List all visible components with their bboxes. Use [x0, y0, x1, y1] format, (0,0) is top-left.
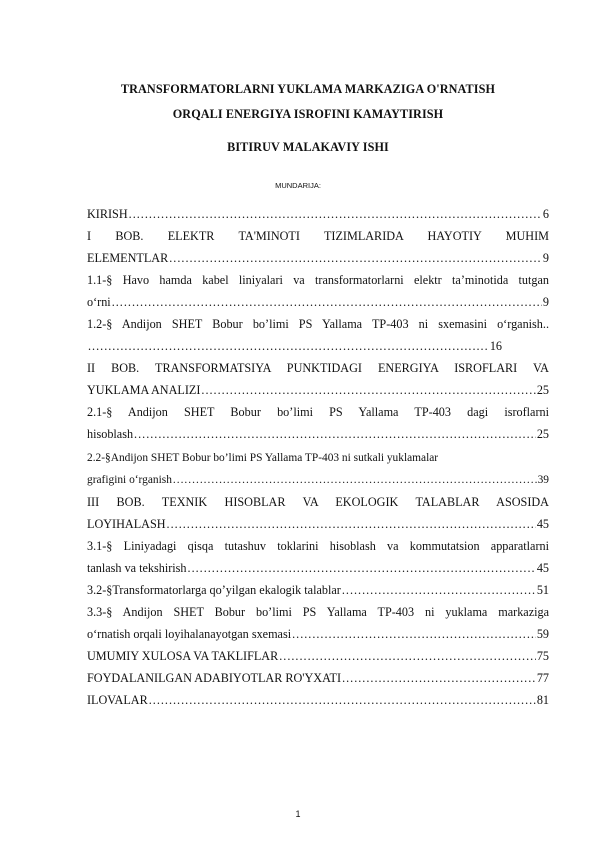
- dot-leader: [342, 667, 536, 689]
- toc-entry-chapter-1[interactable]: [87, 225, 549, 269]
- dot-leader: [173, 469, 537, 491]
- toc-entry-text: 1.2-§ Andijon SHET Bobur bo’limi PS Yallama TP-403 ni sxemasini o‘rganish..: [87, 317, 549, 331]
- toc-entry-text-continued: LOYIHALASH: [87, 517, 166, 531]
- toc-page-number: 75: [536, 649, 549, 663]
- toc-entry-appendices[interactable]: [87, 689, 549, 711]
- toc-entry-text: 3.2-§Transformatorlarga qo’yilgan ekalogik talablar: [87, 583, 341, 597]
- toc-entry-chapter-2[interactable]: [87, 357, 549, 401]
- dot-leader: [279, 645, 536, 667]
- toc-entry-section-2-2[interactable]: [87, 447, 549, 491]
- document-title-line-2: ORQALI ENERGIYA ISROFINI KAMAYTIRISH: [172, 107, 444, 121]
- toc-entry-kirish[interactable]: [87, 203, 549, 225]
- toc-page-number: 16: [489, 339, 502, 353]
- dot-leader: [292, 623, 536, 645]
- toc-entry-text: 2.1-§ Andijon SHET Bobur bo’limi PS Yallama TP-403 dagi isroflarni: [87, 405, 549, 419]
- dot-leader: [88, 335, 489, 357]
- toc-page-number: 51: [536, 583, 549, 597]
- toc-entry-text: III BOB. TEXNIK HISOBLAR VA EKOLOGIK TALABLAR ASOSIDA: [87, 495, 549, 509]
- toc-entry-section-1-2[interactable]: [87, 313, 549, 357]
- contents-heading: MUNDARIJA:: [275, 181, 321, 190]
- toc-page-number: 45: [536, 561, 549, 575]
- toc-page-number: 59: [536, 627, 549, 641]
- toc-page-number: 81: [536, 693, 549, 707]
- toc-entry-text: I BOB. ELEKTR TA'MINOTI TIZIMLARIDA HAYOTIY MUHIM: [87, 229, 549, 243]
- toc-entry-references[interactable]: [87, 667, 549, 689]
- dot-leader: [149, 689, 536, 711]
- toc-entry-text-continued: grafigini o‘rganish: [87, 474, 172, 486]
- page-number: 1: [295, 809, 301, 819]
- toc-entry-text: II BOB. TRANSFORMATSIYA PUNKTIDAGI ENERGIYA ISROFLARI VA: [87, 361, 549, 375]
- toc-page-number: 25: [536, 427, 549, 441]
- toc-entry-text: ILOVALAR: [87, 693, 148, 707]
- toc-entry-text: 2.2-§Andijon SHET Bobur bo’limi PS Yallama TP-403 ni sutkali yuklamalar: [87, 452, 439, 464]
- document-title-line-3: BITIRUV MALAKAVIY ISHI: [227, 140, 389, 154]
- toc-entry-text: 3.1-§ Liniyadagi qisqa tutashuv toklarini hisoblash va kommutatsion apparatlarni: [87, 539, 549, 553]
- toc-entry-text: 1.1-§ Havo hamda kabel liniyalari va transformatorlarni elektr ta’minotida tutgan: [87, 273, 549, 287]
- toc-entry-text-continued: YUKLAMA ANALIZI: [87, 383, 201, 397]
- toc-entry-text: KIRISH: [87, 207, 128, 221]
- toc-entry-text-continued: o‘rnatish orqali loyihalanayotgan sxemasi: [87, 627, 292, 641]
- toc-entry-text: FOYDALANILGAN ADABIYOTLAR RO'YXATI: [87, 671, 342, 685]
- toc-entry-section-3-1[interactable]: [87, 535, 549, 579]
- toc-page-number: 25: [536, 383, 549, 397]
- toc-page-number: 9: [542, 251, 549, 265]
- dot-leader: [134, 423, 536, 445]
- toc-entry-section-3-2[interactable]: [87, 579, 549, 601]
- toc-entry-text-continued: tanlash va tekshirish: [87, 561, 187, 575]
- toc-page-number: 45: [536, 517, 549, 531]
- toc-entry-text: UMUMIY XULOSA VA TAKLIFLAR: [87, 649, 279, 663]
- toc-entry-conclusion[interactable]: [87, 645, 549, 667]
- toc-entry-text-continued: hisoblash: [87, 427, 134, 441]
- toc-entry-section-1-1[interactable]: [87, 269, 549, 313]
- toc-entry-section-3-3[interactable]: [87, 601, 549, 645]
- toc-page-number: 9: [542, 295, 549, 309]
- dot-leader: [112, 291, 542, 313]
- dot-leader: [201, 379, 535, 401]
- dot-leader: [169, 247, 542, 269]
- document-title-line-1: TRANSFORMATORLARNI YUKLAMA MARKAZIGA O'RNATISH: [120, 82, 496, 96]
- toc-entry-text-continued: o‘rni: [87, 295, 111, 309]
- dot-leader: [188, 557, 536, 579]
- toc-entry-section-2-1[interactable]: [87, 401, 549, 445]
- toc-page-number: 39: [537, 474, 549, 486]
- dot-leader: [129, 203, 542, 225]
- toc-entry-chapter-3[interactable]: [87, 491, 549, 535]
- dot-leader: [167, 513, 536, 535]
- toc-page-number: 77: [536, 671, 549, 685]
- dot-leader: [342, 579, 536, 601]
- toc-page-number: 6: [542, 207, 549, 221]
- toc-entry-text-continued: ELEMENTLAR: [87, 251, 169, 265]
- table-of-contents: [87, 203, 549, 711]
- toc-entry-text: 3.3-§ Andijon SHET Bobur bo’limi PS Yallama TP-403 ni yuklama markaziga: [87, 605, 549, 619]
